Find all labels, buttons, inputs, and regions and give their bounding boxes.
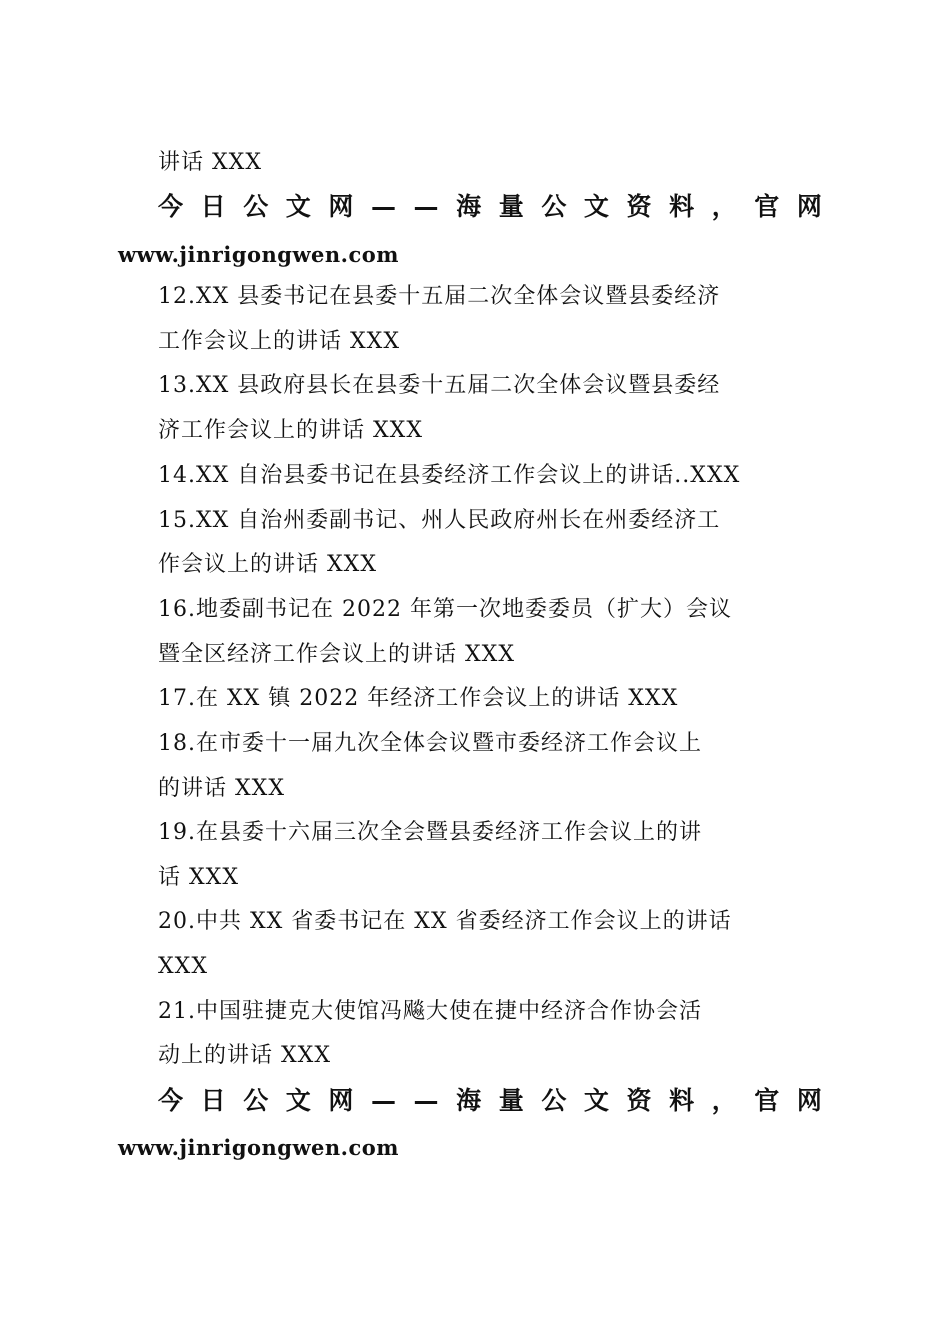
list-item-line: 话 XXX xyxy=(158,865,239,890)
list-item-line: 15.XX 自治州委副书记、州人民政府州长在州委经济工 xyxy=(158,508,721,533)
list-item-line: 21.中国驻捷克大使馆冯飚大使在捷中经济合作协会活 xyxy=(158,999,702,1024)
banner-title: 今 日 公 文 网 — — 海 量 公 文 资 料 ， 官 网 xyxy=(158,1086,824,1115)
banner-url[interactable]: www.jinrigongwen.com xyxy=(118,242,399,267)
list-item-line: XXX xyxy=(158,954,208,979)
top-fragment: 讲话 XXX xyxy=(158,150,262,175)
list-item-line: 济工作会议上的讲话 XXX xyxy=(158,418,423,443)
list-item-line: 的讲话 XXX xyxy=(158,776,285,801)
banner-url[interactable]: www.jinrigongwen.com xyxy=(118,1135,399,1160)
list-item-line: 动上的讲话 XXX xyxy=(158,1043,331,1068)
banner-title: 今 日 公 文 网 — — 海 量 公 文 资 料 ， 官 网 xyxy=(158,192,824,221)
list-item-line: 20.中共 XX 省委书记在 XX 省委经济工作会议上的讲话 xyxy=(158,909,732,934)
list-item-line: 工作会议上的讲话 XXX xyxy=(158,329,400,354)
list-item-line: 作会议上的讲话 XXX xyxy=(158,552,377,577)
list-item-line: 17.在 XX 镇 2022 年经济工作会议上的讲话 XXX xyxy=(158,686,679,711)
list-item-line: 暨全区经济工作会议上的讲话 XXX xyxy=(158,642,515,667)
list-item-line: 19.在县委十六届三次全会暨县委经济工作会议上的讲 xyxy=(158,820,702,845)
list-item-line: 18.在市委十一届九次全体会议暨市委经济工作会议上 xyxy=(158,731,702,756)
list-item-line: 13.XX 县政府县长在县委十五届二次全体会议暨县委经 xyxy=(158,373,721,398)
list-item-line: 12.XX 县委书记在县委十五届二次全体会议暨县委经济 xyxy=(158,284,721,309)
list-item-line: 16.地委副书记在 2022 年第一次地委委员（扩大）会议 xyxy=(158,597,732,622)
list-item-line: 14.XX 自治县委书记在县委经济工作会议上的讲话..XXX xyxy=(158,463,741,488)
